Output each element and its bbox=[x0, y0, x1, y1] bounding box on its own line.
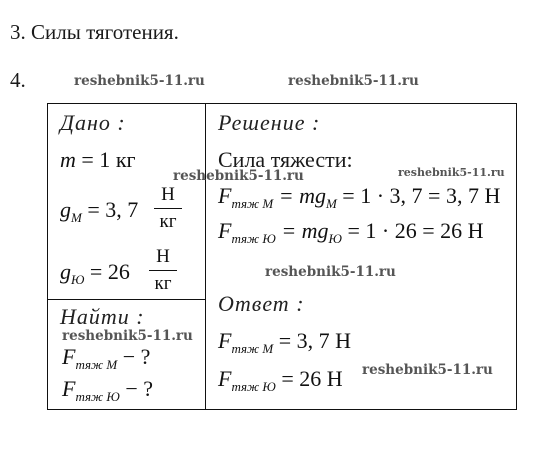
g-jupiter-unit-fraction bbox=[148, 246, 178, 295]
formula-mg: = mg bbox=[273, 183, 326, 208]
force-subscript: тяж Ю bbox=[231, 379, 276, 394]
find-heading: Найти : bbox=[60, 304, 145, 329]
solution-heading: Решение : bbox=[218, 110, 321, 135]
unit-numerator: Н bbox=[156, 246, 170, 267]
g-subscript: Ю bbox=[328, 231, 342, 246]
force-symbol: F bbox=[62, 344, 76, 369]
section-title: 3. Силы тяготения. bbox=[10, 20, 179, 44]
column-divider bbox=[205, 103, 206, 410]
calculation: = 1 · 3, 7 = 3, 7 Н bbox=[336, 183, 501, 208]
answer-value: = 3, 7 Н bbox=[273, 328, 352, 353]
g-subscript: Ю bbox=[71, 272, 85, 287]
g-subscript: М bbox=[325, 196, 337, 211]
solution-line-jupiter bbox=[218, 218, 484, 244]
force-subscript: тяж Ю bbox=[231, 231, 276, 246]
g-symbol: g bbox=[60, 197, 71, 222]
watermark: reshebnik5-11.ru bbox=[288, 73, 419, 89]
unit-denominator: кг bbox=[154, 273, 172, 294]
force-symbol: F bbox=[218, 218, 232, 243]
force-symbol: F bbox=[218, 183, 232, 208]
g-symbol: g bbox=[60, 259, 71, 284]
formula-mg: = mg bbox=[275, 218, 329, 243]
given-heading: Дано : bbox=[60, 110, 126, 135]
watermark: reshebnik5-11.ru bbox=[362, 362, 493, 378]
watermark: reshebnik5-11.ru bbox=[398, 166, 505, 179]
problem-number: 4. bbox=[10, 68, 26, 92]
force-symbol: F bbox=[218, 366, 232, 391]
answer-value: = 26 Н bbox=[275, 366, 343, 391]
force-subscript: тяж Ю bbox=[75, 389, 120, 404]
watermark: reshebnik5-11.ru bbox=[62, 328, 193, 344]
find-item bbox=[62, 376, 153, 402]
fraction-bar bbox=[154, 208, 182, 209]
unit-denominator: кг bbox=[159, 211, 177, 232]
find-question: − ? bbox=[119, 376, 153, 401]
given-g-mars bbox=[60, 197, 138, 223]
answer-line-mars bbox=[218, 328, 351, 354]
force-symbol: F bbox=[62, 376, 76, 401]
calculation: = 1 · 26 = 26 Н bbox=[341, 218, 484, 243]
force-subscript: тяж М bbox=[75, 357, 118, 372]
answer-heading: Ответ : bbox=[218, 291, 305, 316]
solution-subheading: Сила тяжести: bbox=[218, 147, 353, 172]
unit-numerator: Н bbox=[161, 184, 175, 205]
given-mass bbox=[60, 147, 136, 173]
g-jupiter-value: = 26 bbox=[84, 259, 130, 284]
find-item bbox=[62, 344, 150, 370]
watermark: reshebnik5-11.ru bbox=[74, 73, 205, 89]
mass-value: = 1 bbox=[75, 147, 116, 172]
g-subscript: М bbox=[71, 210, 82, 225]
watermark: reshebnik5-11.ru bbox=[173, 168, 304, 184]
g-mars-value: = 3, 7 bbox=[81, 197, 139, 222]
mass-unit: кг bbox=[115, 147, 136, 172]
g-mars-unit-fraction bbox=[153, 184, 183, 233]
find-question: − ? bbox=[117, 344, 151, 369]
watermark: reshebnik5-11.ru bbox=[265, 264, 396, 280]
force-subscript: тяж М bbox=[231, 196, 274, 211]
fraction-bar bbox=[149, 270, 177, 271]
given-g-jupiter bbox=[60, 259, 130, 285]
force-symbol: F bbox=[218, 328, 232, 353]
mass-symbol: m bbox=[60, 147, 76, 172]
row-divider bbox=[47, 299, 206, 300]
answer-line-jupiter bbox=[218, 366, 343, 392]
force-subscript: тяж М bbox=[231, 341, 274, 356]
solution-line-mars bbox=[218, 183, 500, 209]
